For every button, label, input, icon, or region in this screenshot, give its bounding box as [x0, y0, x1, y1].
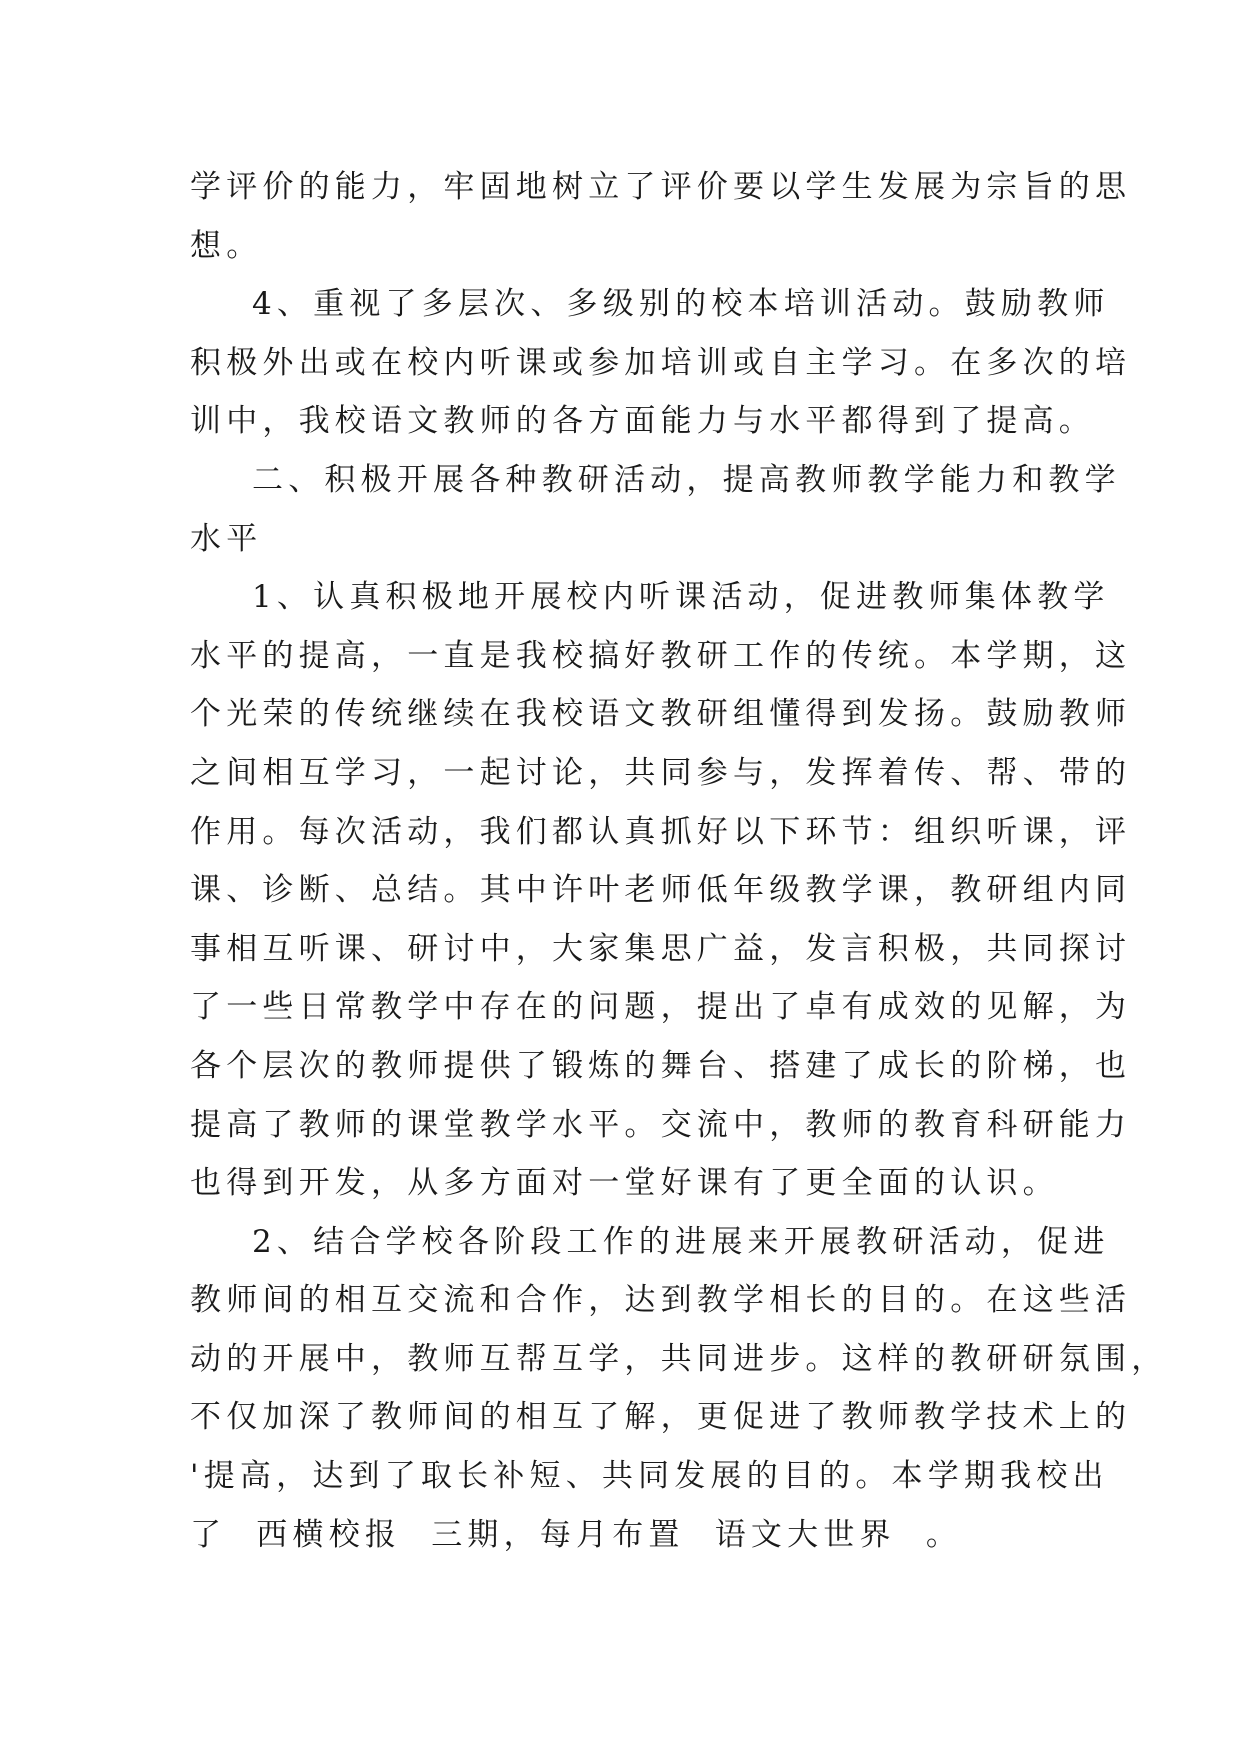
text-line: 课、诊断、总结。其中许叶老师低年级教学课，教研组内同	[190, 872, 1132, 909]
section-heading-line: 水平	[190, 520, 263, 557]
text-line: 想。	[190, 227, 263, 264]
text-line: 了 西横校报 三期，每月布置 语文大世界 。	[190, 1516, 963, 1553]
document-body	[190, 158, 1168, 1564]
paragraph-start-line: 1、认真积极地开展校内听课活动，促进教师集体教学	[252, 579, 1110, 616]
text-line: 个光荣的传统继续在我校语文教研组懂得到发扬。鼓励教师	[190, 696, 1132, 733]
section-heading-line: 二、积极开展各种教研活动，提高教师教学能力和教学	[252, 461, 1121, 498]
text-line: 教师间的相互交流和合作，达到教学相长的目的。在这些活	[190, 1282, 1132, 1319]
text-line: 也得到开发，从多方面对一堂好课有了更全面的认识。	[190, 1165, 1059, 1202]
text-line: 训中，我校语文教师的各方面能力与水平都得到了提高。	[190, 403, 1095, 440]
text-line: 作用。每次活动，我们都认真抓好以下环节：组织听课，评	[190, 813, 1132, 850]
text-line: 了一些日常教学中存在的问题，提出了卓有成效的见解，为	[190, 989, 1132, 1026]
paragraph-start-line: 4、重视了多层次、多级别的校本培训活动。鼓励教师	[252, 286, 1110, 323]
text-line: 事相互听课、研讨中，大家集思广益，发言积极，共同探讨	[190, 930, 1132, 967]
text-line: 学评价的能力，牢固地树立了评价要以学生发展为宗旨的思	[190, 169, 1132, 205]
paragraph-start-line: 2、结合学校各阶段工作的进展来开展教研活动，促进	[252, 1223, 1110, 1260]
text-line: 水平的提高，一直是我校搞好教研工作的传统。本学期，这	[190, 637, 1132, 674]
text-line: 积极外出或在校内听课或参加培训或自主学习。在多次的培	[190, 344, 1132, 381]
text-line: 提高了教师的课堂教学水平。交流中，教师的教育科研能力	[190, 1106, 1132, 1143]
text-line: '提高，达到了取长补短、共同发展的目的。本学期我校出	[190, 1458, 1109, 1495]
text-line: 不仅加深了教师间的相互了解，更促进了教师教学技术上的	[190, 1399, 1132, 1436]
text-line: 各个层次的教师提供了锻炼的舞台、搭建了成长的阶梯，也	[190, 1047, 1132, 1084]
text-line: 动的开展中，教师互帮互学，共同进步。这样的教研研氛围，	[190, 1340, 1168, 1377]
text-line: 之间相互学习，一起讨论，共同参与，发挥着传、帮、带的	[190, 754, 1132, 791]
